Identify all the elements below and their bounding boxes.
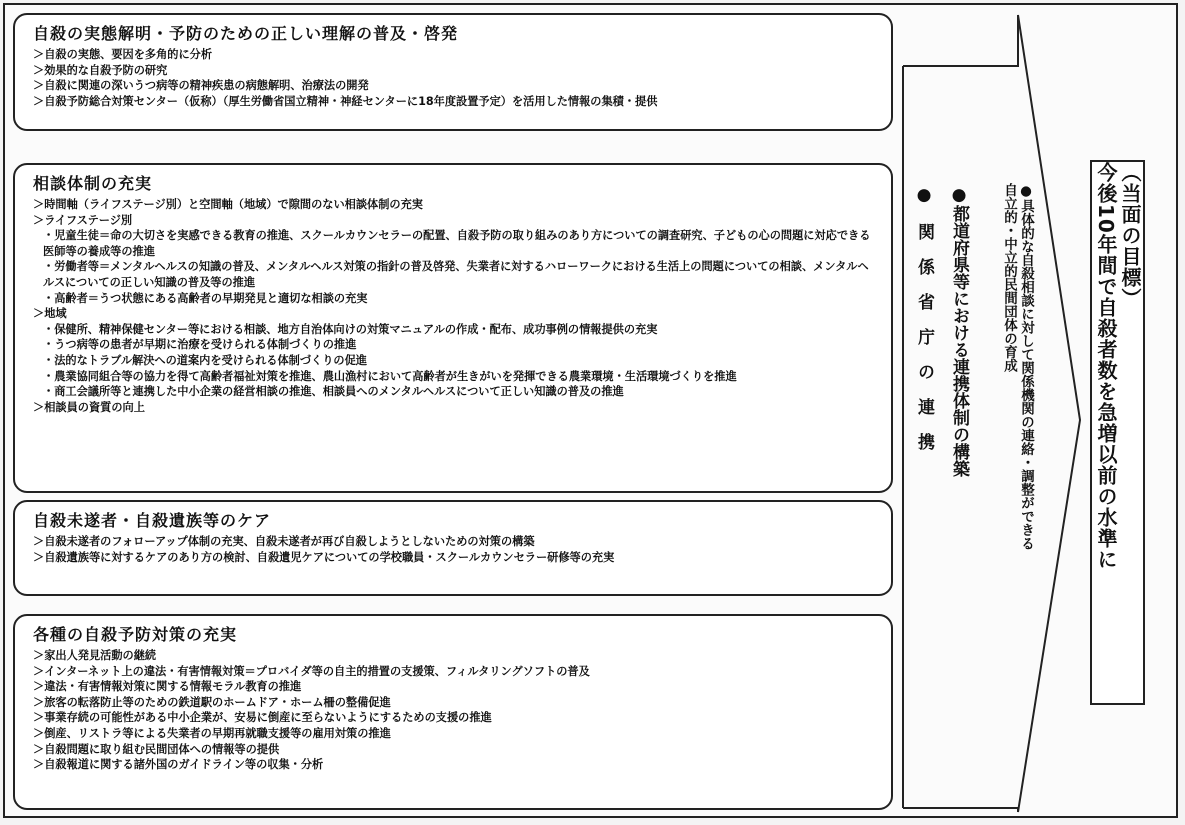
- list-item: ・児童生徒＝命の大切さを実感できる教育の推進、スクールカウンセラーの配置、自殺予防の取り組みのあり方についての調査研究、子どもの心の問題に対応できる医師等の養成等の推進: [43, 229, 871, 258]
- list-item: ・労働者等＝メンタルヘルスの知識の普及、メンタルヘルス対策の指針の普及啓発、失業者に対するハローワークにおける生活上の問題についての相談、メンタルヘルスについての正しい知識の普及等の推進: [43, 260, 869, 289]
- list-item: ＞旅客の転落防止等のための鉄道駅のホームドア・ホーム柵の整備促進: [33, 695, 391, 709]
- section-title: 自殺未遂者・自殺遺族等のケア: [33, 511, 272, 530]
- list-item: ＞自殺遺族等に対するケアのあり方の検討、自殺遺児ケアについての学校職員・スクールカウンセラー研修等の充実: [33, 550, 615, 564]
- list-item: ＞自殺予防総合対策センター（仮称）（厚生労働省国立精神・神経センターに18年度設置予定）を活用した情報の集積・提供: [33, 94, 658, 108]
- section-title: 自殺の実態解明・予防のための正しい理解の普及・啓発: [33, 24, 459, 43]
- section-title: 相談体制の充実: [33, 174, 153, 193]
- private-org-label: [1000, 183, 1034, 550]
- list-item: ＞違法・有害情報対策に関する情報モラル教育の推進: [33, 680, 302, 694]
- goal-text: [1094, 162, 1142, 570]
- list-item: ＞地域: [33, 307, 67, 321]
- list-item: ・保健所、精神保健センター等における相談、地方自治体向けの対策マニュアルの作成・配布、成功事例の情報提供の充実: [43, 322, 658, 336]
- list-item: ・高齢者＝うつ状態にある高齢者の早期発見と適切な相談の充実: [43, 291, 368, 305]
- list-item: ＞倒産、リストラ等による失業者の早期再就職支援等の雇用対策の推進: [33, 726, 391, 740]
- ministry-cooperation-label: ●関係省庁の連携: [914, 185, 934, 468]
- private-org-label-line2: 自立的・中立的民間団体の育成: [1001, 183, 1017, 372]
- prefecture-cooperation-label: ●都道府県等における連携体制の構築: [949, 185, 969, 477]
- private-org-label-line1: ●具体的な自殺相談に対して関係機関の連絡・調整ができる: [1018, 183, 1034, 550]
- list-item: ＞相談員の資質の向上: [33, 400, 145, 414]
- list-item: ＞自殺未遂者のフォローアップ体制の充実、自殺未遂者が再び自殺しようとしないための対策の構築: [33, 535, 535, 548]
- list-item: ＞自殺報道に関する諸外国のガイドライン等の収集・分析: [33, 758, 324, 772]
- section-title: 各種の自殺予防対策の充実: [33, 625, 238, 644]
- list-item: ＞ライフステージ別: [33, 213, 133, 227]
- list-item: ＞自殺の実態、要因を多角的に分析: [33, 48, 213, 61]
- goal-statement: 今後10年間で自殺者数を急増以前の水準に: [1094, 162, 1118, 570]
- list-item: ＞効果的な自殺予防の研究: [33, 63, 168, 77]
- list-item: ・商工会議所等と連携した中小企業の経営相談の推進、相談員へのメンタルヘルスについて正しい知識の普及の推進: [43, 385, 624, 399]
- list-item: ＞時間軸（ライフステージ別）と空間軸（地域）で隙間のない相談体制の充実: [33, 198, 423, 211]
- list-item: ＞家出人発見活動の継続: [33, 649, 157, 662]
- goal-heading: （当面の目標）: [1118, 162, 1142, 309]
- list-item: ・農業協同組合等の協力を得て高齢者福祉対策を推進、農山漁村において高齢者が生きがいを発揮できる農業環境・生活環境づくりを推進: [43, 369, 737, 383]
- list-item: ・法的なトラブル解決への道案内を受けられる体制づくりの促進: [43, 353, 367, 367]
- list-item: ・うつ病等の患者が早期に治療を受けられる体制づくりの推進: [43, 338, 357, 352]
- list-item: ＞自殺問題に取り組む民間団体への情報等の提供: [33, 742, 280, 756]
- list-item: ＞インターネット上の違法・有害情報対策＝プロバイダ等の自主的措置の支援策、フィルタリングソフトの普及: [33, 664, 590, 678]
- list-item: ＞自殺に関連の深いうつ病等の精神疾患の病態解明、治療法の開発: [33, 79, 369, 93]
- list-item: ＞事業存続の可能性がある中小企業が、安易に倒産に至らないようにするための支援の推進: [33, 711, 492, 725]
